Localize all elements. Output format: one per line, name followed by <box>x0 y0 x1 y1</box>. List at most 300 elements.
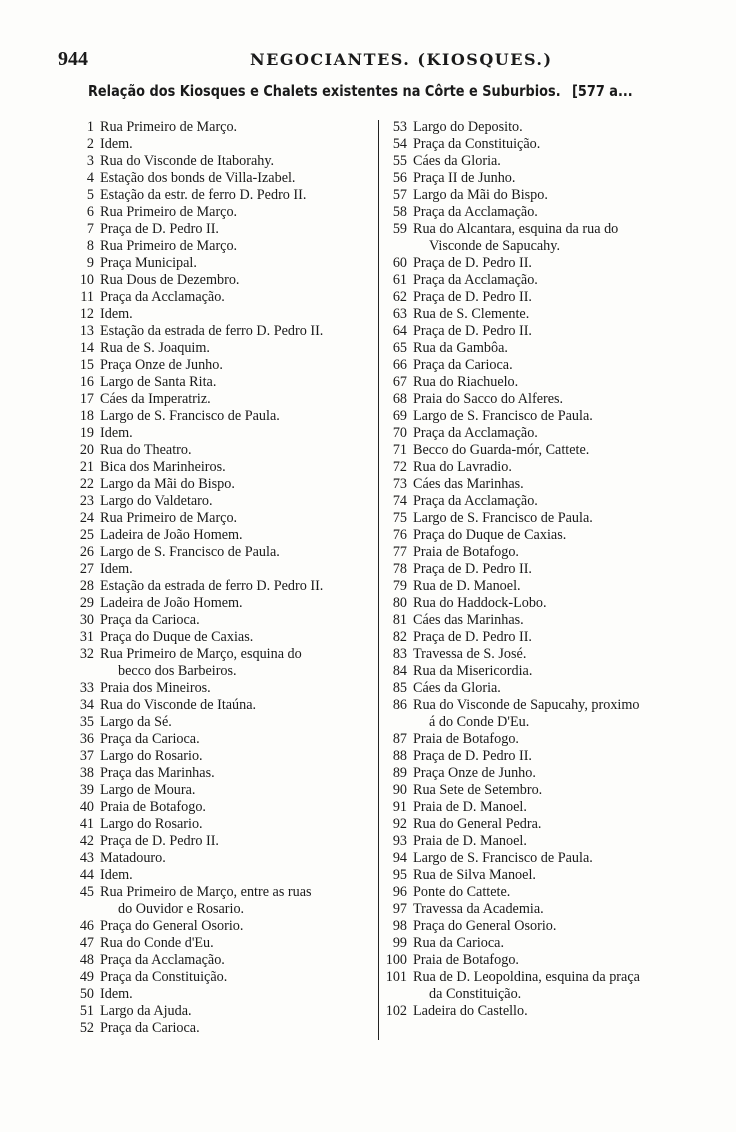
item-location: Idem. <box>100 986 133 1002</box>
list-item <box>383 663 703 680</box>
item-location: Rua Primeiro de Março. <box>100 510 238 526</box>
list-item <box>72 765 377 782</box>
item-number: 73 <box>392 476 407 492</box>
item-location: Praça de D. Pedro II. <box>413 289 532 305</box>
list-item <box>383 544 703 561</box>
list-item <box>72 697 377 714</box>
list-item <box>383 799 703 816</box>
list-item <box>72 323 377 340</box>
item-number: 79 <box>392 578 407 594</box>
item-number: 101 <box>385 969 407 985</box>
list-item <box>383 646 703 663</box>
list-item <box>383 170 703 187</box>
item-number: 23 <box>79 493 94 509</box>
section-title <box>88 82 633 100</box>
item-location: Praça do Duque de Caxias. <box>100 629 254 645</box>
item-location: Cáes da Imperatriz. <box>100 391 211 407</box>
item-continuation: da Constituição. <box>429 986 522 1002</box>
item-location: Praça da Acclamação. <box>413 272 538 288</box>
item-location: Praça II de Junho. <box>413 170 516 186</box>
item-location: Estação da estrada de ferro D. Pedro II. <box>100 323 324 339</box>
list-item <box>72 714 377 731</box>
list-item <box>72 935 377 952</box>
item-location: Idem. <box>100 867 133 883</box>
item-location: Praça de D. Pedro II. <box>413 323 532 339</box>
list-item <box>72 391 377 408</box>
item-number: 77 <box>392 544 407 560</box>
item-location: Ladeira do Castello. <box>413 1003 528 1019</box>
item-number: 46 <box>79 918 94 934</box>
item-location: Rua do Alcantara, esquina da rua do <box>413 221 619 237</box>
list-item <box>72 969 377 986</box>
item-number: 61 <box>392 272 407 288</box>
list-item <box>383 612 703 629</box>
item-number: 87 <box>392 731 407 747</box>
list-item <box>383 204 703 221</box>
item-number: 36 <box>79 731 94 747</box>
list-item <box>72 204 377 221</box>
item-number: 48 <box>79 952 94 968</box>
item-number: 51 <box>79 1003 94 1019</box>
item-location: Praia de Botafogo. <box>413 731 519 747</box>
item-number: 34 <box>79 697 94 713</box>
list-item <box>72 918 377 935</box>
list-item <box>383 255 703 272</box>
item-number: 93 <box>392 833 407 849</box>
item-location: Praça da Acclamação. <box>413 204 538 220</box>
list-item <box>72 255 377 272</box>
list-item <box>383 867 703 884</box>
item-location: Praça da Constituição. <box>413 136 541 152</box>
list-item <box>383 340 703 357</box>
list-item <box>72 748 377 765</box>
item-location: Praça de D. Pedro II. <box>100 221 219 237</box>
left-column <box>72 119 377 1037</box>
list-item <box>72 221 377 238</box>
item-location: Rua de S. Joaquim. <box>100 340 210 356</box>
list-item <box>72 952 377 969</box>
item-number: 66 <box>392 357 407 373</box>
list-item <box>72 731 377 748</box>
item-location: Rua de D. Manoel. <box>413 578 521 594</box>
item-location: Ladeira de João Homem. <box>100 595 243 611</box>
item-location: Praia de Botafogo. <box>100 799 206 815</box>
item-location: Praia de Botafogo. <box>413 544 519 560</box>
item-location: Ponte do Cattete. <box>413 884 511 900</box>
item-number: 11 <box>80 289 94 305</box>
item-number: 94 <box>392 850 407 866</box>
list-item <box>383 357 703 374</box>
item-location: Estação dos bonds de Villa-Izabel. <box>100 170 296 186</box>
item-number: 50 <box>79 986 94 1002</box>
item-location: Estação da estrada de ferro D. Pedro II. <box>100 578 324 594</box>
list-item <box>383 306 703 323</box>
item-location: Praia do Sacco do Alferes. <box>413 391 564 407</box>
item-number: 65 <box>392 340 407 356</box>
list-item <box>72 289 377 306</box>
list-item <box>72 119 377 136</box>
list-item <box>383 833 703 850</box>
list-item <box>72 442 377 459</box>
list-item <box>72 187 377 204</box>
list-item <box>383 408 703 425</box>
item-location: Largo de S. Francisco de Paula. <box>100 544 280 560</box>
item-number: 68 <box>392 391 407 407</box>
item-location: Rua do Lavradio. <box>413 459 512 475</box>
item-number: 35 <box>79 714 94 730</box>
item-number: 16 <box>79 374 94 390</box>
list-item <box>72 340 377 357</box>
list-item <box>383 119 703 136</box>
item-number: 63 <box>392 306 407 322</box>
item-location: Rua Primeiro de Março. <box>100 204 238 220</box>
item-number: 38 <box>79 765 94 781</box>
item-number: 15 <box>79 357 94 373</box>
item-location: Praça de D. Pedro II. <box>413 748 532 764</box>
item-number: 18 <box>79 408 94 424</box>
item-location: Praça da Acclamação. <box>100 289 225 305</box>
list-item <box>383 969 703 986</box>
title-text: Relação dos Kiosques e Chalets existentes na Côrte e Suburbios. <box>88 82 561 100</box>
item-location: Rua do General Pedra. <box>413 816 542 832</box>
item-location: Largo da Ajuda. <box>100 1003 192 1019</box>
item-location: Largo do Valdetaro. <box>100 493 213 509</box>
list-item <box>383 952 703 969</box>
list-item <box>383 629 703 646</box>
item-number: 12 <box>79 306 94 322</box>
list-item <box>72 833 377 850</box>
item-location: Rua do Visconde de Itaúna. <box>100 697 257 713</box>
list-item <box>72 782 377 799</box>
item-number: 82 <box>392 629 407 645</box>
list-item <box>72 799 377 816</box>
list-item <box>72 646 377 663</box>
list-item <box>72 986 377 1003</box>
item-number: 71 <box>392 442 407 458</box>
item-number: 72 <box>392 459 407 475</box>
list-item <box>72 459 377 476</box>
list-item <box>72 578 377 595</box>
item-location: Rua da Carioca. <box>413 935 504 951</box>
item-number: 40 <box>79 799 94 815</box>
list-item <box>383 595 703 612</box>
list-item <box>383 323 703 340</box>
item-location: Rua Sete de Setembro. <box>413 782 543 798</box>
item-location: Estação da estr. de ferro D. Pedro II. <box>100 187 307 203</box>
list-item <box>72 544 377 561</box>
item-number: 22 <box>79 476 94 492</box>
list-item <box>383 459 703 476</box>
item-number: 102 <box>385 1003 407 1019</box>
item-location: Cáes das Marinhas. <box>413 612 524 628</box>
item-number: 29 <box>79 595 94 611</box>
list-item <box>383 680 703 697</box>
item-location: Largo da Mãi do Bispo. <box>100 476 235 492</box>
list-item <box>72 493 377 510</box>
list-item <box>72 510 377 527</box>
item-number: 7 <box>86 221 94 237</box>
item-number: 86 <box>392 697 407 713</box>
item-location: Praia de D. Manoel. <box>413 833 527 849</box>
list-item <box>383 782 703 799</box>
item-number: 60 <box>392 255 407 271</box>
list-item <box>383 289 703 306</box>
item-location: Rua de D. Leopoldina, esquina da praça <box>413 969 640 985</box>
item-number: 30 <box>79 612 94 628</box>
running-head: NEGOCIANTES. (KIOSQUES.) <box>250 50 553 69</box>
item-number: 57 <box>392 187 407 203</box>
item-number: 27 <box>79 561 94 577</box>
item-number: 98 <box>392 918 407 934</box>
list-item <box>383 816 703 833</box>
item-location: Rua Primeiro de Março. <box>100 119 238 135</box>
item-location: Largo da Mãi do Bispo. <box>413 187 548 203</box>
item-location: Rua Dous de Dezembro. <box>100 272 240 288</box>
item-number: 99 <box>392 935 407 951</box>
item-number: 10 <box>79 272 94 288</box>
item-number: 92 <box>392 816 407 832</box>
list-item <box>383 748 703 765</box>
item-location: Bica dos Marinheiros. <box>100 459 226 475</box>
item-location: Praça de D. Pedro II. <box>413 629 532 645</box>
list-item <box>383 510 703 527</box>
item-location: Matadouro. <box>100 850 166 866</box>
item-location: Rua do Riachuelo. <box>413 374 519 390</box>
item-number: 83 <box>392 646 407 662</box>
item-location: Largo de Santa Rita. <box>100 374 217 390</box>
item-number: 55 <box>392 153 407 169</box>
list-item <box>72 136 377 153</box>
item-number: 8 <box>86 238 94 254</box>
list-item <box>383 1003 703 1020</box>
list-item <box>72 527 377 544</box>
item-number: 97 <box>392 901 407 917</box>
item-number: 17 <box>79 391 94 407</box>
item-location: Largo do Deposito. <box>413 119 523 135</box>
item-location: Rua do Theatro. <box>100 442 192 458</box>
list-item <box>72 884 377 901</box>
item-number: 56 <box>392 170 407 186</box>
item-location: Praia de Botafogo. <box>413 952 519 968</box>
list-item <box>383 493 703 510</box>
item-number: 3 <box>86 153 94 169</box>
item-location: Travessa da Academia. <box>413 901 544 917</box>
item-location: Largo do Rosario. <box>100 816 203 832</box>
item-location: Rua da Misericordia. <box>413 663 533 679</box>
item-location: Praia dos Mineiros. <box>100 680 211 696</box>
item-number: 64 <box>392 323 407 339</box>
item-location: Largo de S. Francisco de Paula. <box>100 408 280 424</box>
item-location: Praça da Carioca. <box>413 357 513 373</box>
list-item <box>72 306 377 323</box>
item-number: 69 <box>392 408 407 424</box>
item-location: Praça da Carioca. <box>100 1020 200 1036</box>
list-item <box>72 170 377 187</box>
item-location: Praça do General Osorio. <box>100 918 244 934</box>
item-location: Rua do Visconde de Itaborahy. <box>100 153 275 169</box>
item-number: 76 <box>392 527 407 543</box>
item-location: Largo de Moura. <box>100 782 196 798</box>
list-item <box>72 1020 377 1037</box>
item-continuation: á do Conde D'Eu. <box>429 714 530 730</box>
list-item <box>383 476 703 493</box>
item-continuation: becco dos Barbeiros. <box>118 663 237 679</box>
item-number: 53 <box>392 119 407 135</box>
list-item <box>383 527 703 544</box>
item-location: Rua do Conde d'Eu. <box>100 935 214 951</box>
item-number: 81 <box>392 612 407 628</box>
item-location: Praça da Acclamação. <box>100 952 225 968</box>
item-location: Praça da Carioca. <box>100 731 200 747</box>
item-number: 6 <box>86 204 94 220</box>
list-item <box>72 612 377 629</box>
item-number: 26 <box>79 544 94 560</box>
list-item <box>72 561 377 578</box>
item-number: 2 <box>86 136 94 152</box>
item-number: 21 <box>79 459 94 475</box>
item-location: Praça do Duque de Caxias. <box>413 527 567 543</box>
list-item <box>383 731 703 748</box>
item-number: 28 <box>79 578 94 594</box>
title-note: [577 a... <box>571 82 633 100</box>
item-location: Praça da Constituição. <box>100 969 228 985</box>
item-location: Rua de Silva Manoel. <box>413 867 536 883</box>
item-location: Idem. <box>100 306 133 322</box>
list-item <box>72 476 377 493</box>
list-item <box>72 595 377 612</box>
item-number: 45 <box>79 884 94 900</box>
list-item <box>383 153 703 170</box>
list-item <box>72 238 377 255</box>
item-location: Rua Primeiro de Março, esquina do <box>100 646 302 662</box>
list-item <box>72 629 377 646</box>
list-item <box>72 680 377 697</box>
list-item <box>383 561 703 578</box>
list-item <box>383 425 703 442</box>
item-number: 39 <box>79 782 94 798</box>
item-location: Praça Onze de Junho. <box>100 357 223 373</box>
list-item <box>383 136 703 153</box>
item-location: Cáes da Gloria. <box>413 153 501 169</box>
item-number: 62 <box>392 289 407 305</box>
item-location: Largo de S. Francisco de Paula. <box>413 408 593 424</box>
list-item <box>72 425 377 442</box>
list-item <box>72 272 377 289</box>
list-item <box>383 187 703 204</box>
item-location: Rua Primeiro de Março. <box>100 238 238 254</box>
list-item <box>72 374 377 391</box>
item-number: 5 <box>86 187 94 203</box>
item-number: 13 <box>79 323 94 339</box>
list-item <box>383 374 703 391</box>
item-location: Cáes das Marinhas. <box>413 476 524 492</box>
item-location: Largo do Rosario. <box>100 748 203 764</box>
item-location: Praça de D. Pedro II. <box>413 561 532 577</box>
item-number: 14 <box>79 340 94 356</box>
list-item <box>72 816 377 833</box>
item-number: 59 <box>392 221 407 237</box>
item-location: Rua Primeiro de Março, entre as ruas <box>100 884 312 900</box>
list-item <box>383 391 703 408</box>
item-number: 95 <box>392 867 407 883</box>
item-continuation: do Ouvidor e Rosario. <box>118 901 245 917</box>
item-number: 84 <box>392 663 407 679</box>
item-number: 100 <box>385 952 407 968</box>
list-item <box>383 272 703 289</box>
list-item <box>72 408 377 425</box>
item-location: Rua de S. Clemente. <box>413 306 530 322</box>
item-number: 80 <box>392 595 407 611</box>
item-location: Praça da Acclamação. <box>413 425 538 441</box>
list-item <box>383 901 703 918</box>
list-item <box>383 765 703 782</box>
item-location: Largo da Sé. <box>100 714 172 730</box>
item-number: 1 <box>86 119 94 135</box>
list-item <box>383 918 703 935</box>
item-location: Praça Municipal. <box>100 255 197 271</box>
item-location: Largo de S. Francisco de Paula. <box>413 510 593 526</box>
item-location: Idem. <box>100 425 133 441</box>
item-number: 89 <box>392 765 407 781</box>
item-number: 42 <box>79 833 94 849</box>
item-location: Idem. <box>100 136 133 152</box>
list-item <box>383 850 703 867</box>
item-location: Ladeira de João Homem. <box>100 527 243 543</box>
item-location: Praça das Marinhas. <box>100 765 215 781</box>
item-number: 74 <box>392 493 407 509</box>
list-item <box>72 1003 377 1020</box>
item-location: Praia de D. Manoel. <box>413 799 527 815</box>
item-location: Praça da Carioca. <box>100 612 200 628</box>
item-number: 20 <box>79 442 94 458</box>
item-location: Praça da Acclamação. <box>413 493 538 509</box>
item-location: Praça de D. Pedro II. <box>100 833 219 849</box>
item-number: 31 <box>79 629 94 645</box>
column-divider <box>378 120 379 1040</box>
item-number: 67 <box>392 374 407 390</box>
item-number: 96 <box>392 884 407 900</box>
list-item <box>383 935 703 952</box>
item-number: 90 <box>392 782 407 798</box>
item-number: 85 <box>392 680 407 696</box>
item-number: 75 <box>392 510 407 526</box>
item-number: 88 <box>392 748 407 764</box>
list-item <box>383 697 703 714</box>
item-location: Rua da Gambôa. <box>413 340 508 356</box>
list-item <box>72 357 377 374</box>
item-location: Becco do Guarda-mór, Cattete. <box>413 442 590 458</box>
item-number: 70 <box>392 425 407 441</box>
item-location: Largo de S. Francisco de Paula. <box>413 850 593 866</box>
item-number: 19 <box>79 425 94 441</box>
item-location: Praça do General Osorio. <box>413 918 557 934</box>
item-number: 24 <box>79 510 94 526</box>
item-number: 9 <box>86 255 94 271</box>
item-number: 32 <box>79 646 94 662</box>
item-number: 25 <box>79 527 94 543</box>
right-column <box>383 119 703 1020</box>
item-number: 91 <box>392 799 407 815</box>
item-number: 44 <box>79 867 94 883</box>
list-item <box>383 221 703 238</box>
item-location: Rua do Visconde de Sapucahy, proximo <box>413 697 640 713</box>
item-number: 58 <box>392 204 407 220</box>
item-location: Cáes da Gloria. <box>413 680 501 696</box>
item-number: 54 <box>392 136 407 152</box>
list-item <box>72 850 377 867</box>
item-number: 49 <box>79 969 94 985</box>
item-number: 4 <box>86 170 94 186</box>
